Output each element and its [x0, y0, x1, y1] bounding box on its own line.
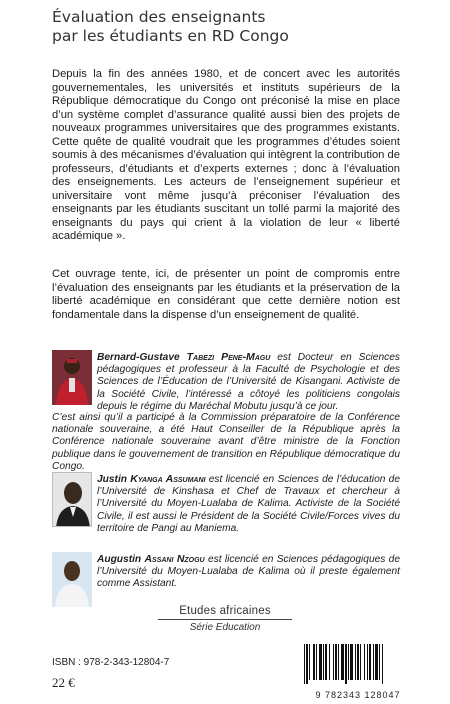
- author-last-name-3: Assani Nzogu: [144, 553, 205, 565]
- author-first-name-2: Justin: [97, 474, 128, 485]
- price: 22 €: [52, 675, 75, 690]
- author-first-name-1: Bernard-Gustave: [97, 352, 180, 363]
- title-line-2: par les étudiants en RD Congo: [52, 27, 289, 45]
- author-first-name-3: Augustin: [97, 554, 142, 565]
- title-line-1: Évaluation des enseignants: [52, 8, 266, 26]
- isbn: ISBN : 978-2-343-12804-7: [52, 657, 170, 668]
- barcode: [302, 644, 414, 700]
- author-last-name-2: Kyanga Assumani: [130, 473, 206, 485]
- author-photo-1: [52, 350, 92, 405]
- series-block: [150, 605, 300, 633]
- author-bio-text-2: est licencié en Sciences de l’éducation de l’Université de Kinshasa et Chef de Travaux et chercheur à l’Université du Moyen-Lualaba de Kalima. Activiste de la Société Civile, il est aussi le Président de la Société Civile/Forces vives du territoire de Pangi au Maniema.: [97, 474, 400, 534]
- series-subtitle: Série Education: [189, 622, 261, 633]
- summary-paragraph-1: Depuis la fin des années 1980, et de concert avec les autorités gouvernementales, les universités et instituts supérieurs de la République démocratique du Congo ont préconisé la mise en place d’un système complet d’assurance qualité aussi bien des projets de nouveaux programmes universitaires que des programmes existants. Cette quête de qualité voudrait que les programmes d’études soient soumis à des mécanismes d’évaluation qui intègrent la contribution de professeurs, d’étudiants et d’experts externes ; donc à l’évaluation des enseignements. Les acteurs de l’enseignement supérieur et universitaire vont même jusqu’à préconiser l’évaluation des enseignants par les étudiants suscitant un tollé parmi la majorité des enseignants du pays qui crient à la violation de leur « liberté académique ».: [52, 68, 400, 242]
- author-bio-3: [97, 553, 400, 591]
- author-photo-2: [52, 472, 92, 527]
- author-photo-3: [52, 552, 92, 607]
- barcode-number: 9 782343 128047: [315, 690, 401, 700]
- author-last-name-1: Tabezi Pene-Magu: [186, 351, 271, 363]
- author-bio-text-3: est licencié en Sciences pédagogiques de l’Université du Moyen-Lualaba de Kalima où il preste également comme Assistant.: [97, 554, 401, 590]
- author-bio-2: [97, 473, 400, 535]
- author-bio-continuation-1: C’est ainsi qu’il a participé à la Commission préparatoire de la Conférence nationale souveraine, a été Haut Conseiller de la République après la Conférence nationale souveraine avant d’être ministre de la Fonction publique dans le gouvernement de transition en République démocratique du Congo.: [52, 412, 400, 472]
- author-bio-1: [97, 351, 400, 413]
- book-title: [52, 8, 422, 46]
- series-divider: [158, 619, 292, 620]
- author-bio-text-1: est Docteur en Sciences pédagogiques et professeur à la Faculté de Psychologie et des Sciences de l’Éducation de l’Université de Kisangani. Activiste de la Société Civile, l’intéressé a côtoyé les politiciens congolais depuis le régime du Maréchal Mobutu jusqu’à ce jour.: [97, 352, 400, 412]
- summary-paragraph-2: Cet ouvrage tente, ici, de présenter un point de compromis entre l’évaluation des enseignants par les étudiants et la préservation de la liberté académique en considérant que cette dernière notion est fondamentale dans la dispense d’un enseignement de qualité.: [52, 268, 400, 321]
- series-name: Etudes africaines: [179, 605, 271, 617]
- barcode-bars: [302, 644, 414, 684]
